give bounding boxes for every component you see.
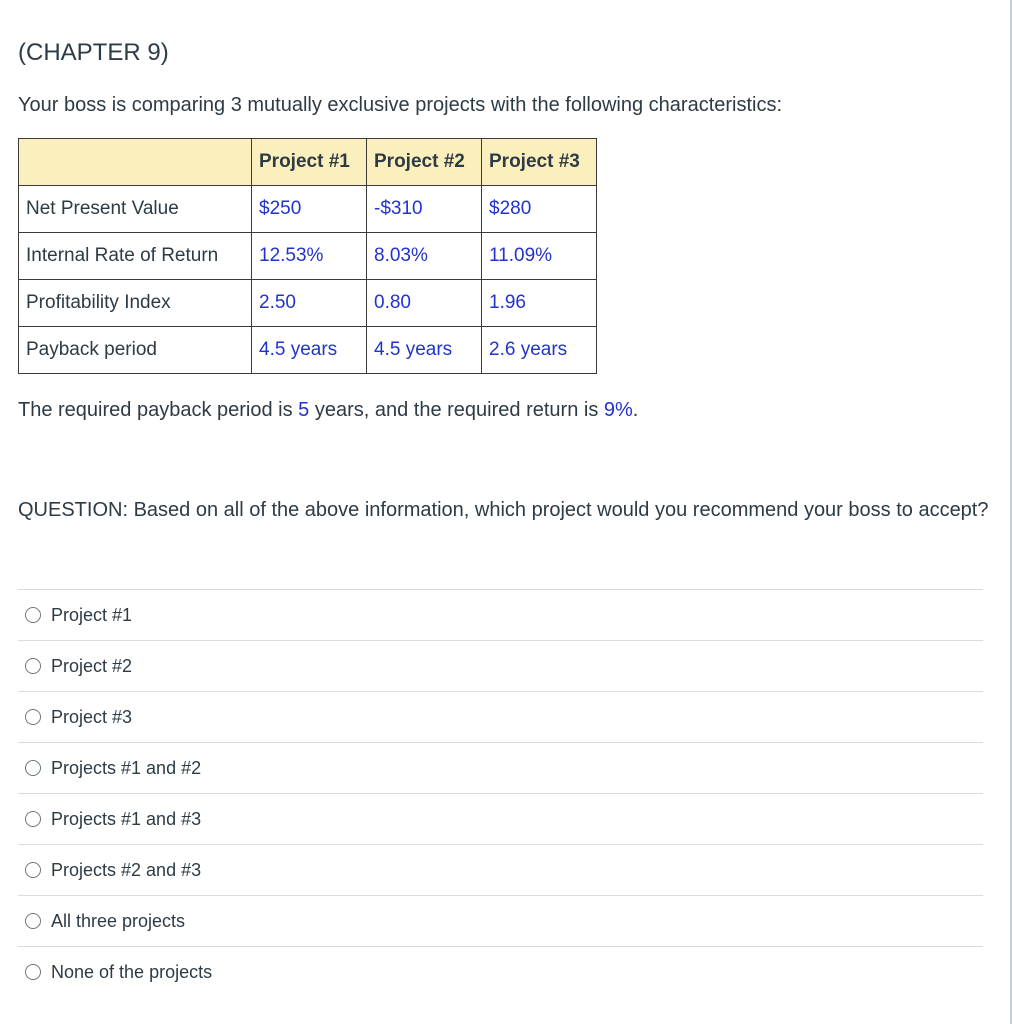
header-project-3: Project #3 — [482, 139, 597, 186]
row-label: Net Present Value — [19, 186, 252, 233]
header-empty — [19, 139, 252, 186]
required-return-value: 9% — [603, 399, 633, 421]
question-text: QUESTION: Based on all of the above information, which project would you recommend your boss to accept? — [18, 499, 989, 521]
option-label: Projects #1 and #3 — [51, 808, 202, 829]
radio-button[interactable] — [25, 862, 41, 878]
requirement-text — [18, 397, 638, 423]
cell-value: -$310 — [367, 186, 482, 233]
answer-option-project-1[interactable] — [18, 589, 983, 640]
cell-value: $280 — [482, 186, 597, 233]
option-label: None of the projects — [51, 961, 213, 982]
option-label: Project #2 — [51, 655, 133, 676]
radio-button[interactable] — [25, 607, 41, 623]
cell-value: 0.80 — [367, 280, 482, 327]
radio-button[interactable] — [25, 709, 41, 725]
header-project-2: Project #2 — [367, 139, 482, 186]
answer-option-projects-1-and-2[interactable] — [18, 742, 983, 793]
radio-button[interactable] — [25, 811, 41, 827]
row-label: Payback period — [19, 327, 252, 374]
table-row — [19, 186, 597, 233]
table-row — [19, 327, 597, 374]
option-label: Projects #1 and #2 — [51, 757, 202, 778]
requirement-prefix: The required payback period is — [18, 399, 299, 421]
answer-option-project-2[interactable] — [18, 640, 983, 691]
characteristics-table — [18, 138, 597, 374]
answer-option-projects-1-and-3[interactable] — [18, 793, 983, 844]
radio-button[interactable] — [25, 760, 41, 776]
cell-value: 12.53% — [252, 233, 367, 280]
table-row — [19, 280, 597, 327]
option-label: Project #3 — [51, 706, 133, 727]
table-row — [19, 233, 597, 280]
cell-value: 4.5 years — [367, 327, 482, 374]
cell-value: 2.50 — [252, 280, 367, 327]
answer-options — [18, 589, 983, 997]
cell-value: 1.96 — [482, 280, 597, 327]
row-label: Internal Rate of Return — [19, 233, 252, 280]
answer-option-project-3[interactable] — [18, 691, 983, 742]
required-payback-value: 5 — [298, 399, 310, 421]
option-label: All three projects — [51, 910, 186, 931]
requirement-suffix: . — [632, 399, 639, 421]
answer-option-projects-2-and-3[interactable] — [18, 844, 983, 895]
answer-option-none[interactable] — [18, 946, 983, 997]
cell-value: $250 — [252, 186, 367, 233]
radio-button[interactable] — [25, 964, 41, 980]
option-label: Project #1 — [51, 604, 133, 625]
row-label: Profitability Index — [19, 280, 252, 327]
cell-value: 8.03% — [367, 233, 482, 280]
cell-value: 11.09% — [482, 233, 597, 280]
radio-button[interactable] — [25, 913, 41, 929]
radio-button[interactable] — [25, 658, 41, 674]
answer-option-all-three[interactable] — [18, 895, 983, 946]
header-project-1: Project #1 — [252, 139, 367, 186]
option-label: Projects #2 and #3 — [51, 859, 202, 880]
chapter-title: (CHAPTER 9) — [18, 39, 169, 66]
intro-text: Your boss is comparing 3 mutually exclusive projects with the following characteristics: — [18, 94, 783, 116]
cell-value: 2.6 years — [482, 327, 597, 374]
cell-value: 4.5 years — [252, 327, 367, 374]
requirement-middle: years, and the required return is — [309, 399, 604, 421]
table-header-row — [19, 139, 597, 186]
